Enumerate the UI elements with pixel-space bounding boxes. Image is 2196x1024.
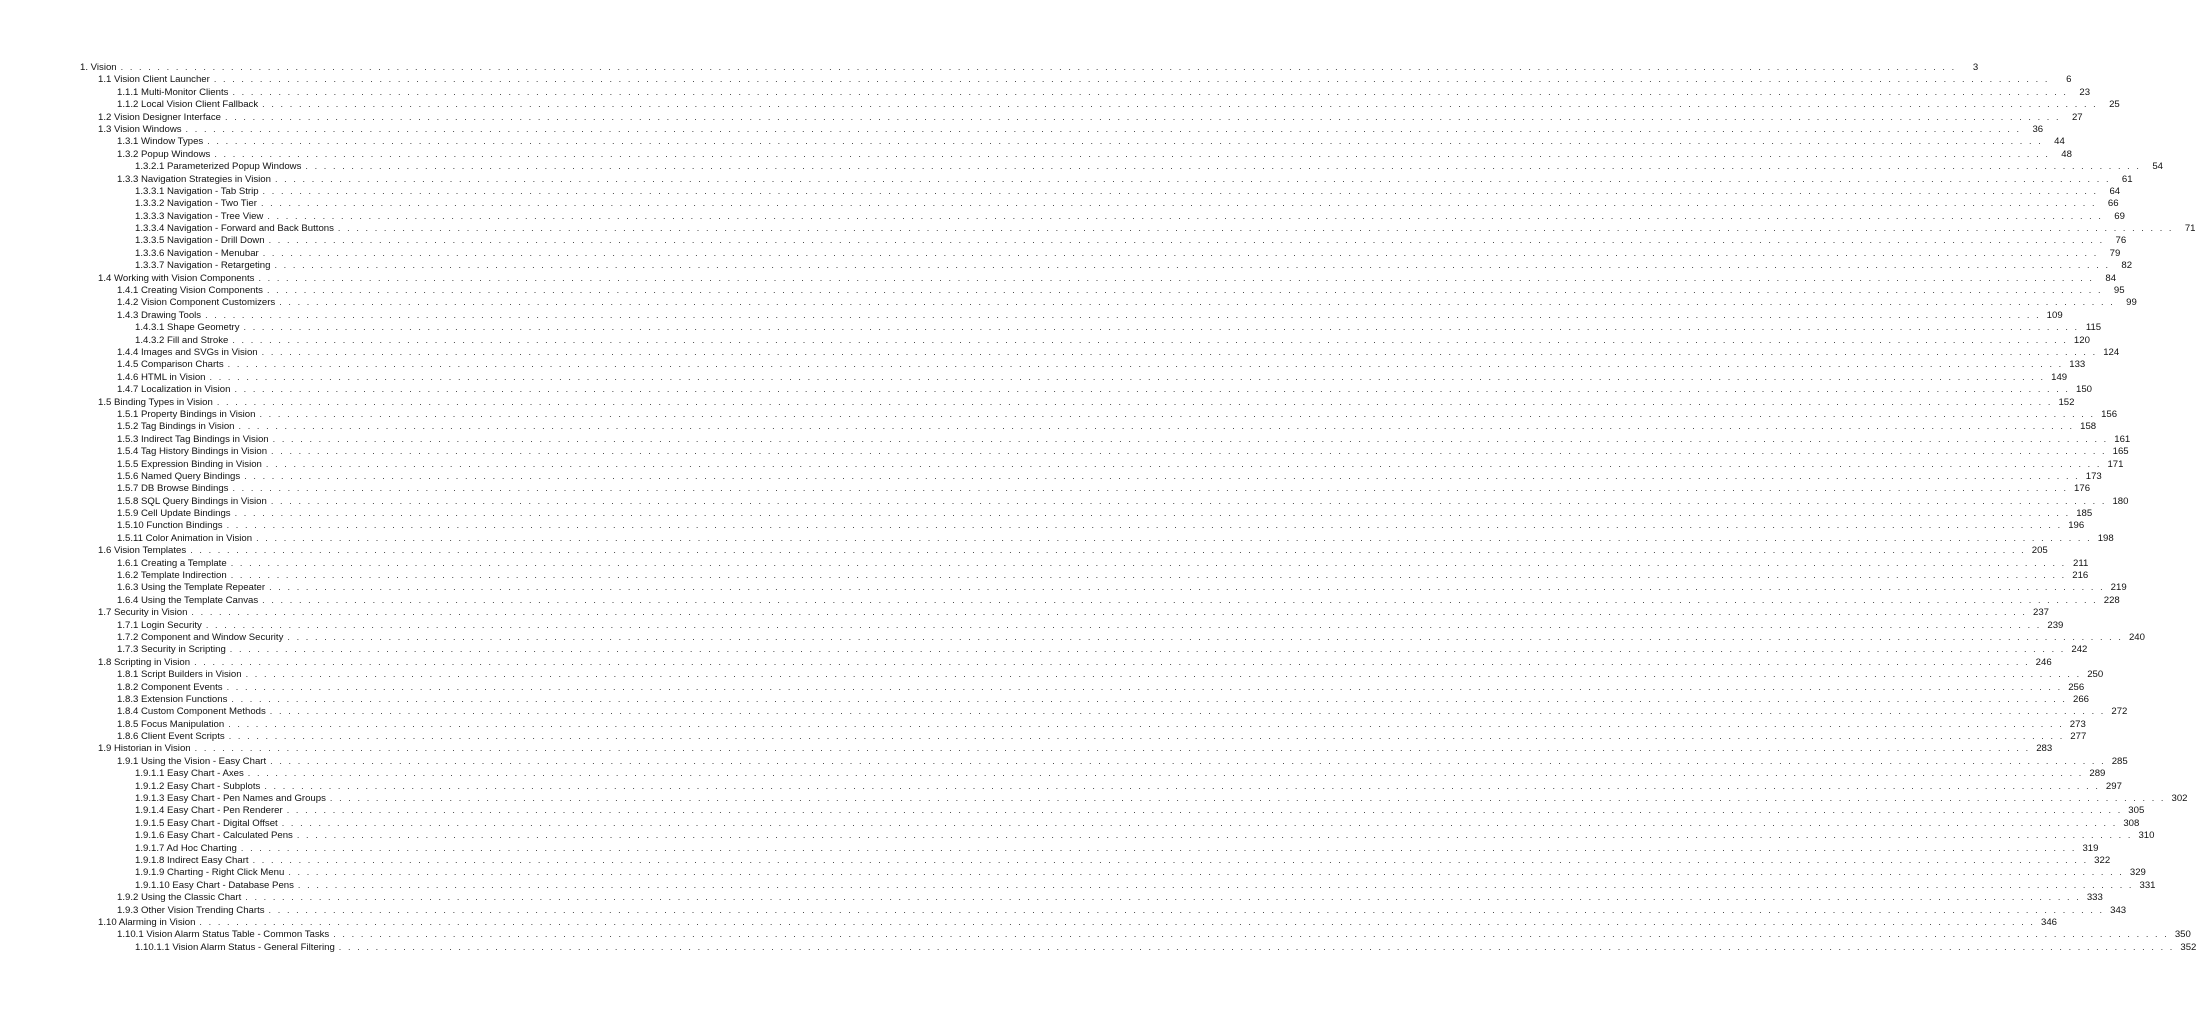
- toc-entry-title[interactable]: 1.7.3 Security in Scripting: [117, 644, 226, 656]
- toc-entry[interactable]: [80, 854, 2111, 866]
- toc-entry-title[interactable]: 1.3.2.1 Parameterized Popup Windows: [135, 161, 302, 173]
- toc-entry-title[interactable]: 1.9.1.9 Charting - Right Click Menu: [135, 867, 285, 879]
- dot-leader: . . . . . . . . . . . . . . . . . . . . . . . . . . . . . . . . . . . . . . . . . . . . . . . . . . . . . . . . . . . . . . . . . . . . . . . . . . . . . . . . . . . . . . . . . . . . . . . . . . . . . . . . . . . . . . . . . . . . . . . . . . . . . . . . . . . . . . . . . . . . . . . . . . . . . . . . . . . . . . . . . . . . . . . . . . . . . . . . . . . . . . . . . . . . . . . . . . . . . . . .: [337, 223, 2174, 234]
- dot-leader: . . . . . . . . . . . . . . . . . . . . . . . . . . . . . . . . . . . . . . . . . . . . . . . . . . . . . . . . . . . . . . . . . . . . . . . . . . . . . . . . . . . . . . . . . . . . . . . . . . . . . . . . . . . . . . . . . . . . . . . . . . . . . . . . . . . . . . . . . . . . . . . . . . . . . . . . . . . . . . . . . . . . . . . . . . . . . . . . . . . . . . . . . . . . . . . . . . . . . . . .: [230, 570, 2067, 581]
- toc-entry[interactable]: [80, 643, 2088, 656]
- toc-entry-page-number: 329: [2129, 867, 2146, 879]
- toc-entry[interactable]: [80, 767, 2106, 780]
- toc-entry[interactable]: [80, 135, 2065, 148]
- toc-entry-title[interactable]: 1.5.8 SQL Query Bindings in Vision: [117, 495, 267, 507]
- toc-entry-page-number: 285: [2111, 755, 2128, 767]
- toc-entry-title[interactable]: 1.5.4 Tag History Bindings in Vision: [117, 446, 268, 458]
- toc-entry-title[interactable]: 1.5.3 Indirect Tag Bindings in Vision: [117, 433, 269, 445]
- toc-entry-title[interactable]: 1.3.3.3 Navigation - Tree View: [135, 210, 264, 222]
- toc-entry-title[interactable]: 1. Vision: [80, 62, 117, 73]
- toc-entry-title[interactable]: 1.3.3.7 Navigation - Retargeting: [135, 260, 271, 272]
- toc-entry-page-number: 289: [2089, 768, 2106, 780]
- toc-entry-page-number: 161: [2114, 433, 2131, 445]
- toc-entry-title[interactable]: 1.4.3.1 Shape Geometry: [135, 322, 240, 334]
- toc-entry-title[interactable]: 1.2 Vision Designer Interface: [98, 111, 222, 123]
- toc-entry[interactable]: [80, 148, 2072, 160]
- dot-leader: . . . . . . . . . . . . . . . . . . . . . . . . . . . . . . . . . . . . . . . . . . . . . . . . . . . . . . . . . . . . . . . . . . . . . . . . . . . . . . . . . . . . . . . . . . . . . . . . . . . . . . . . . . . . . . . . . . . . . . . . . . . . . . . . . . . . . . . . . . . . . . . . . . . . . . . . . . . . . . . . . . . . . . . . . . . . . . . . . . . . . . . . . . . . . . . . . . . . . . . .: [199, 916, 2036, 927]
- toc-entry[interactable]: [80, 693, 2089, 705]
- toc-entry-title[interactable]: 1.5.1 Property Bindings in Vision: [117, 408, 256, 420]
- dot-leader: . . . . . . . . . . . . . . . . . . . . . . . . . . . . . . . . . . . . . . . . . . . . . . . . . . . . . . . . . . . . . . . . . . . . . . . . . . . . . . . . . . . . . . . . . . . . . . . . . . . . . . . . . . . . . . . . . . . . . . . . . . . . . . . . . . . . . . . . . . . . . . . . . . . . . . . . . . . . . . . . . . . . . . . . . . . . . . . . . . . . . . . . . . . . . . . . . . . . . . . .: [232, 86, 2069, 97]
- toc-entry-page-number: 185: [2076, 508, 2093, 520]
- toc-entry[interactable]: [80, 247, 2121, 259]
- toc-entry-page-number: 27: [2071, 111, 2083, 123]
- toc-entry-title[interactable]: 1.3.3.6 Navigation - Menubar: [135, 247, 259, 259]
- toc-entry-page-number: 176: [2074, 483, 2091, 495]
- dot-leader: . . . . . . . . . . . . . . . . . . . . . . . . . . . . . . . . . . . . . . . . . . . . . . . . . . . . . . . . . . . . . . . . . . . . . . . . . . . . . . . . . . . . . . . . . . . . . . . . . . . . . . . . . . . . . . . . . . . . . . . . . . . . . . . . . . . . . . . . . . . . . . . . . . . . . . . . . . . . . . . . . . . . . . . . . . . . . . . . . . . . . . . . . . . . . . . . . . . . . . . .: [194, 656, 2030, 667]
- toc-entry-page-number: 36: [2032, 123, 2044, 135]
- toc-entry[interactable]: [80, 296, 2137, 309]
- toc-entry[interactable]: [80, 334, 2090, 346]
- toc-entry-page-number: 76: [2115, 235, 2127, 247]
- toc-entry[interactable]: [80, 742, 2053, 755]
- toc-entry-title[interactable]: 1.5.2 Tag Bindings in Vision: [117, 421, 235, 433]
- toc-entry[interactable]: [80, 470, 2102, 482]
- toc-entry-title[interactable]: 1.4.6 HTML in Vision: [117, 371, 206, 383]
- dot-leader: . . . . . . . . . . . . . . . . . . . . . . . . . . . . . . . . . . . . . . . . . . . . . . . . . . . . . . . . . . . . . . . . . . . . . . . . . . . . . . . . . . . . . . . . . . . . . . . . . . . . . . . . . . . . . . . . . . . . . . . . . . . . . . . . . . . . . . . . . . . . . . . . . . . . . . . . . . . . . . . . . . . . . . . . . . . . . . . . . . . . . . . . . . . . . . . . . . . . . . . .: [228, 718, 2064, 729]
- toc-entry[interactable]: [80, 408, 2118, 420]
- toc-entry-title[interactable]: 1.4.3.2 Fill and Stroke: [135, 334, 229, 346]
- toc-entry-page-number: 272: [2111, 706, 2128, 718]
- toc-entry-page-number: 331: [2139, 879, 2156, 891]
- dot-leader: . . . . . . . . . . . . . . . . . . . . . . . . . . . . . . . . . . . . . . . . . . . . . . . . . . . . . . . . . . . . . . . . . . . . . . . . . . . . . . . . . . . . . . . . . . . . . . . . . . . . . . . . . . . . . . . . . . . . . . . . . . . . . . . . . . . . . . . . . . . . . . . . . . . . . . . . . . . . . . . . . . . . . . . . . . . . . . . . . . . . . . . . . . . . . . . . . . . . . . . .: [268, 904, 2105, 915]
- dot-leader: . . . . . . . . . . . . . . . . . . . . . . . . . . . . . . . . . . . . . . . . . . . . . . . . . . . . . . . . . . . . . . . . . . . . . . . . . . . . . . . . . . . . . . . . . . . . . . . . . . . . . . . . . . . . . . . . . . . . . . . . . . . . . . . . . . . . . . . . . . . . . . . . . . . . . . . . . . . . . . . . . . . . . . . . . . . . . . . . . . . . . . . . . . . . . . . . . . . . . . . .: [266, 285, 2103, 296]
- toc-entry-title[interactable]: 1.6.1 Creating a Template: [117, 557, 227, 569]
- dot-leader: . . . . . . . . . . . . . . . . . . . . . . . . . . . . . . . . . . . . . . . . . . . . . . . . . . . . . . . . . . . . . . . . . . . . . . . . . . . . . . . . . . . . . . . . . . . . . . . . . . . . . . . . . . . . . . . . . . . . . . . . . . . . . . . . . . . . . . . . . . . . . . . . . . . . . . . . . . . . . . . . . . . . . . . . . . . . . . . . . . . . . . . . . . . . . . . . . . . . . . . .: [232, 483, 2069, 494]
- toc-entry[interactable]: [80, 842, 2099, 854]
- toc-entry-page-number: 152: [2058, 396, 2075, 408]
- toc-entry-title[interactable]: 1.4.7 Localization in Vision: [117, 384, 231, 396]
- toc-entry-title[interactable]: 1.3.1 Window Types: [117, 136, 204, 148]
- toc-entry-page-number: 310: [2138, 830, 2155, 842]
- toc-entry-page-number: 246: [2035, 656, 2052, 668]
- toc-entry-title[interactable]: 1.9.1.5 Easy Chart - Digital Offset: [135, 817, 278, 829]
- toc-entry-title[interactable]: 1.10.1 Vision Alarm Status Table - Common Tasks: [117, 929, 330, 941]
- dot-leader: . . . . . . . . . . . . . . . . . . . . . . . . . . . . . . . . . . . . . . . . . . . . . . . . . . . . . . . . . . . . . . . . . . . . . . . . . . . . . . . . . . . . . . . . . . . . . . . . . . . . . . . . . . . . . . . . . . . . . . . . . . . . . . . . . . . . . . . . . . . . . . . . . . . . . . . . . . . . . . . . . . . . . . . . . . . . . . . . . . . . . . . . . . . . . . . . . . . . . . . .: [264, 780, 2100, 791]
- dot-leader: . . . . . . . . . . . . . . . . . . . . . . . . . . . . . . . . . . . . . . . . . . . . . . . . . . . . . . . . . . . . . . . . . . . . . . . . . . . . . . . . . . . . . . . . . . . . . . . . . . . . . . . . . . . . . . . . . . . . . . . . . . . . . . . . . . . . . . . . . . . . . . . . . . . . . . . . . . . . . . . . . . . . . . . . . . . . . . . . . . . . . . . . . . . . . . . . . . . . . . . .: [214, 148, 2050, 159]
- toc-entry[interactable]: [80, 495, 2129, 507]
- toc-entry-page-number: 149: [2051, 371, 2068, 383]
- dot-leader: . . . . . . . . . . . . . . . . . . . . . . . . . . . . . . . . . . . . . . . . . . . . . . . . . . . . . . . . . . . . . . . . . . . . . . . . . . . . . . . . . . . . . . . . . . . . . . . . . . . . . . . . . . . . . . . . . . . . . . . . . . . . . . . . . . . . . . . . . . . . . . . . . . . . . . . . . . . . . . . . . . . . . . . . . . . . . . . . . . . . . . . . . . . . . . . . . . . . . . . .: [245, 669, 2082, 680]
- toc-entry-page-number: 71: [2184, 223, 2196, 235]
- toc-entry[interactable]: [80, 321, 2102, 334]
- dot-leader: . . . . . . . . . . . . . . . . . . . . . . . . . . . . . . . . . . . . . . . . . . . . . . . . . . . . . . . . . . . . . . . . . . . . . . . . . . . . . . . . . . . . . . . . . . . . . . . . . . . . . . . . . . . . . . . . . . . . . . . . . . . . . . . . . . . . . . . . . . . . . . . . . . . . . . . . . . . . . . . . . . . . . . . . . . . . . . . . . . . . . . . . . . . . . . . . . . . . . . . .: [232, 334, 2068, 345]
- toc-entry-page-number: 273: [2069, 718, 2086, 730]
- toc-entry-title[interactable]: 1.9.1.6 Easy Chart - Calculated Pens: [135, 830, 293, 842]
- toc-entry-title[interactable]: 1.5.6 Named Query Bindings: [117, 470, 241, 482]
- toc-entry[interactable]: [80, 705, 2128, 718]
- toc-entry-title[interactable]: 1.6.2 Template Indirection: [117, 570, 227, 582]
- dot-leader: . . . . . . . . . . . . . . . . . . . . . . . . . . . . . . . . . . . . . . . . . . . . . . . . . . . . . . . . . . . . . . . . . . . . . . . . . . . . . . . . . . . . . . . . . . . . . . . . . . . . . . . . . . . . . . . . . . . . . . . . . . . . . . . . . . . . . . . . . . . . . . . . . . . . . . . . . . . . . . . . . . . . . . . . . . . . . . . . . . . . . . . . . . . . . . . . . . . . . . . .: [194, 743, 2031, 754]
- dot-leader: . . . . . . . . . . . . . . . . . . . . . . . . . . . . . . . . . . . . . . . . . . . . . . . . . . . . . . . . . . . . . . . . . . . . . . . . . . . . . . . . . . . . . . . . . . . . . . . . . . . . . . . . . . . . . . . . . . . . . . . . . . . . . . . . . . . . . . . . . . . . . . . . . . . . . . . . . . . . . . . . . . . . . . . . . . . . . . . . . . . . . . . . . . . . . . . . . . . . . . . .: [230, 557, 2067, 568]
- toc-entry-title[interactable]: 1.6.4 Using the Template Canvas: [117, 594, 259, 606]
- dot-leader: . . . . . . . . . . . . . . . . . . . . . . . . . . . . . . . . . . . . . . . . . . . . . . . . . . . . . . . . . . . . . . . . . . . . . . . . . . . . . . . . . . . . . . . . . . . . . . . . . . . . . . . . . . . . . . . . . . . . . . . . . . . . . . . . . . . . . . . . . . . . . . . . . . . . . . . . . . . . . . . . . . . . . . . . . . . . . . . . . . . . . . . . . . . . . . . . . . . . . . . .: [297, 879, 2134, 890]
- toc-entry-page-number: 158: [2080, 421, 2097, 433]
- toc-entry[interactable]: [80, 581, 2127, 594]
- dot-leader: . . . . . . . . . . . . . . . . . . . . . . . . . . . . . . . . . . . . . . . . . . . . . . . . . . . . . . . . . . . . . . . . . . . . . . . . . . . . . . . . . . . . . . . . . . . . . . . . . . . . . . . . . . . . . . . . . . . . . . . . . . . . . . . . . . . . . . . . . . . . . . . . . . . . . . . . . . . . . . . . . . . . . . . . . . . . . . . . . . . . . . . . . . . . . . . . . . . . . . . .: [120, 62, 1957, 72]
- dot-leader: . . . . . . . . . . . . . . . . . . . . . . . . . . . . . . . . . . . . . . . . . . . . . . . . . . . . . . . . . . . . . . . . . . . . . . . . . . . . . . . . . . . . . . . . . . . . . . . . . . . . . . . . . . . . . . . . . . . . . . . . . . . . . . . . . . . . . . . . . . . . . . . . . . . . . . . . . . . . . . . . . . . . . . . . . . . . . . . . . . . . . . . . . . . . . . . . . . . . . . . .: [262, 594, 2098, 605]
- toc-entry[interactable]: [80, 668, 2104, 681]
- toc-entry[interactable]: [80, 210, 2125, 222]
- toc-entry[interactable]: [80, 458, 2124, 470]
- dot-leader: . . . . . . . . . . . . . . . . . . . . . . . . . . . . . . . . . . . . . . . . . . . . . . . . . . . . . . . . . . . . . . . . . . . . . . . . . . . . . . . . . . . . . . . . . . . . . . . . . . . . . . . . . . . . . . . . . . . . . . . . . . . . . . . . . . . . . . . . . . . . . . . . . . . . . . . . . . . . . . . . . . . . . . . . . . . . . . . . . . . . . . . . . . . . . . . . . . . . . . . .: [209, 371, 2046, 382]
- toc-entry[interactable]: [80, 61, 1979, 73]
- toc-entry-title[interactable]: 1.4.3 Drawing Tools: [117, 309, 202, 321]
- dot-leader: . . . . . . . . . . . . . . . . . . . . . . . . . . . . . . . . . . . . . . . . . . . . . . . . . . . . . . . . . . . . . . . . . . . . . . . . . . . . . . . . . . . . . . . . . . . . . . . . . . . . . . . . . . . . . . . . . . . . . . . . . . . . . . . . . . . . . . . . . . . . . . . . . . . . . . . . . . . . . . . . . . . . . . . . . . . . . . . . . . . . . . . . . . . . . . . . . . . . . . . .: [185, 123, 2022, 134]
- toc-entry-page-number: 150: [2076, 384, 2093, 396]
- toc-entry-page-number: 242: [2071, 644, 2088, 656]
- dot-leader: . . . . . . . . . . . . . . . . . . . . . . . . . . . . . . . . . . . . . . . . . . . . . . . . . . . . . . . . . . . . . . . . . . . . . . . . . . . . . . . . . . . . . . . . . . . . . . . . . . . . . . . . . . . . . . . . . . . . . . . . . . . . . . . . . . . . . . . . . . . . . . . . . . . . . . . . . . . . . . . . . . . . . . . . . . . . . . . . . . . . . . . . . . . . . . . . . . . . . . . .: [227, 359, 2064, 370]
- toc-entry-page-number: 266: [2072, 693, 2089, 705]
- toc-entry-title[interactable]: 1.1.1 Multi-Monitor Clients: [117, 86, 229, 98]
- dot-leader: . . . . . . . . . . . . . . . . . . . . . . . . . . . . . . . . . . . . . . . . . . . . . . . . . . . . . . . . . . . . . . . . . . . . . . . . . . . . . . . . . . . . . . . . . . . . . . . . . . . . . . . . . . . . . . . . . . . . . . . . . . . . . . . . . . . . . . . . . . . . . . . . . . . . . . . . . . . . . . . . . . . . . . . . . . . . . . . . . . . . . . . . . . . . . . . . . . . . . . . .: [205, 309, 2041, 320]
- toc-entry[interactable]: [80, 284, 2125, 297]
- toc-entry-page-number: 305: [2128, 805, 2145, 817]
- toc-entry[interactable]: [80, 755, 2128, 767]
- dot-leader: . . . . . . . . . . . . . . . . . . . . . . . . . . . . . . . . . . . . . . . . . . . . . . . . . . . . . . . . . . . . . . . . . . . . . . . . . . . . . . . . . . . . . . . . . . . . . . . . . . . . . . . . . . . . . . . . . . . . . . . . . . . . . . . . . . . . . . . . . . . . . . . . . . . . . . . . . . . . . . . . . . . . . . . . . . . . . . . . . . . . . . . . . . . . . . . . . . . . . . . .: [243, 322, 2080, 333]
- toc-entry-title[interactable]: 1.9.1.8 Indirect Easy Chart: [135, 855, 249, 866]
- toc-entry[interactable]: [80, 557, 2089, 569]
- toc-entry-title[interactable]: 1.8.3 Extension Functions: [117, 693, 228, 705]
- toc-entry-page-number: 120: [2073, 334, 2090, 346]
- toc-entry-title[interactable]: 1.9.1.7 Ad Hoc Charting: [135, 842, 237, 854]
- dot-leader: . . . . . . . . . . . . . . . . . . . . . . . . . . . . . . . . . . . . . . . . . . . . . . . . . . . . . . . . . . . . . . . . . . . . . . . . . . . . . . . . . . . . . . . . . . . . . . . . . . . . . . . . . . . . . . . . . . . . . . . . . . . . . . . . . . . . . . . . . . . . . . . . . . . . . . . . . . . . . . . . . . . . . . . . . . . . . . . . . . . . . . . . . . . . . . . . . . . . . . . .: [226, 520, 2063, 531]
- toc-entry-page-number: 333: [2086, 892, 2103, 904]
- dot-leader: . . . . . . . . . . . . . . . . . . . . . . . . . . . . . . . . . . . . . . . . . . . . . . . . . . . . . . . . . . . . . . . . . . . . . . . . . . . . . . . . . . . . . . . . . . . . . . . . . . . . . . . . . . . . . . . . . . . . . . . . . . . . . . . . . . . . . . . . . . . . . . . . . . . . . . . . . . . . . . . . . . . . . . . . . . . . . . . . . . . . . . . . . . . . . . . . . . . . . . . .: [286, 805, 2123, 816]
- dot-leader: . . . . . . . . . . . . . . . . . . . . . . . . . . . . . . . . . . . . . . . . . . . . . . . . . . . . . . . . . . . . . . . . . . . . . . . . . . . . . . . . . . . . . . . . . . . . . . . . . . . . . . . . . . . . . . . . . . . . . . . . . . . . . . . . . . . . . . . . . . . . . . . . . . . . . . . . . . . . . . . . . . . . . . . . . . . . . . . . . . . . . . . . . . . . . . . . . . . . . . . .: [272, 433, 2109, 444]
- dot-leader: . . . . . . . . . . . . . . . . . . . . . . . . . . . . . . . . . . . . . . . . . . . . . . . . . . . . . . . . . . . . . . . . . . . . . . . . . . . . . . . . . . . . . . . . . . . . . . . . . . . . . . . . . . . . . . . . . . . . . . . . . . . . . . . . . . . . . . . . . . . . . . . . . . . . . . . . . . . . . . . . . . . . . . . . . . . . . . . . . . . . . . . . . . . . . . . . . . . . . . . .: [191, 607, 2028, 618]
- toc-entry-page-number: 346: [2041, 916, 2058, 928]
- toc-entry[interactable]: [80, 619, 2064, 631]
- toc-entry-title[interactable]: 1.9.1.1 Easy Chart - Axes: [135, 768, 244, 780]
- toc-entry[interactable]: [80, 544, 2048, 557]
- toc-entry-page-number: 219: [2110, 582, 2127, 594]
- dot-leader: . . . . . . . . . . . . . . . . . . . . . . . . . . . . . . . . . . . . . . . . . . . . . . . . . . . . . . . . . . . . . . . . . . . . . . . . . . . . . . . . . . . . . . . . . . . . . . . . . . . . . . . . . . . . . . . . . . . . . . . . . . . . . . . . . . . . . . . . . . . . . . . . . . . . . . . . . . . . . . . . . . . . . . . . . . . . . . . . . . . . . . . . . . . . . . . . . . . . . . . .: [238, 421, 2075, 432]
- toc-entry-title[interactable]: 1.3.3 Navigation Strategies in Vision: [117, 173, 271, 185]
- toc-entry[interactable]: [80, 73, 2072, 86]
- toc-entry-page-number: 322: [2094, 855, 2111, 866]
- toc-entry[interactable]: [80, 123, 2044, 135]
- toc-entry[interactable]: [80, 904, 2127, 916]
- toc-entry[interactable]: [80, 730, 2087, 743]
- toc-entry-title[interactable]: 1.8 Scripting in Vision: [98, 656, 191, 668]
- dot-leader: . . . . . . . . . . . . . . . . . . . . . . . . . . . . . . . . . . . . . . . . . . . . . . . . . . . . . . . . . . . . . . . . . . . . . . . . . . . . . . . . . . . . . . . . . . . . . . . . . . . . . . . . . . . . . . . . . . . . . . . . . . . . . . . . . . . . . . . . . . . . . . . . . . . . . . . . . . . . . . . . . . . . . . . . . . . . . . . . . . . . . . . . . . . . . . . . . . . . . . . .: [228, 731, 2065, 742]
- toc-entry[interactable]: [80, 259, 2133, 272]
- dot-leader: . . . . . . . . . . . . . . . . . . . . . . . . . . . . . . . . . . . . . . . . . . . . . . . . . . . . . . . . . . . . . . . . . . . . . . . . . . . . . . . . . . . . . . . . . . . . . . . . . . . . . . . . . . . . . . . . . . . . . . . . . . . . . . . . . . . . . . . . . . . . . . . . . . . . . . . . . . . . . . . . . . . . . . . . . . . . . . . . . . . . . . . . . . . . . . . . . . . . . . . .: [240, 842, 2077, 853]
- toc-entry-title[interactable]: 1.8.5 Focus Manipulation: [117, 718, 225, 730]
- dot-leader: . . . . . . . . . . . . . . . . . . . . . . . . . . . . . . . . . . . . . . . . . . . . . . . . . . . . . . . . . . . . . . . . . . . . . . . . . . . . . . . . . . . . . . . . . . . . . . . . . . . . . . . . . . . . . . . . . . . . . . . . . . . . . . . . . . . . . . . . . . . . . . . . . . . . . . . . . . . . . . . . . . . . . . . . . . . . . . . . . . . . . . . . . . . . . . . . . . . . . . . .: [244, 470, 2080, 481]
- toc-entry-page-number: 54: [2152, 161, 2163, 173]
- dot-leader: . . . . . . . . . . . . . . . . . . . . . . . . . . . . . . . . . . . . . . . . . . . . . . . . . . . . . . . . . . . . . . . . . . . . . . . . . . . . . . . . . . . . . . . . . . . . . . . . . . . . . . . . . . . . . . . . . . . . . . . . . . . . . . . . . . . . . . . . . . . . . . . . . . . . . . . . . . . . . . . . . . . . . . . . . . . . . . . . . . . . . . . . . . . . . . . . . . . . . . . .: [245, 892, 2081, 903]
- toc-entry-page-number: 237: [2033, 607, 2050, 619]
- dot-leader: . . . . . . . . . . . . . . . . . . . . . . . . . . . . . . . . . . . . . . . . . . . . . . . . . . . . . . . . . . . . . . . . . . . . . . . . . . . . . . . . . . . . . . . . . . . . . . . . . . . . . . . . . . . . . . . . . . . . . . . . . . . . . . . . . . . . . . . . . . . . . . . . . . . . . . . . . . . . . . . . . . . . . . . . . . . . . . . . . . . . . . . . . . . . . . . . . . . . . . . .: [226, 681, 2063, 692]
- toc-entry-page-number: 250: [2087, 669, 2104, 681]
- toc-entry[interactable]: [80, 420, 2097, 433]
- toc-entry-page-number: 239: [2047, 619, 2064, 631]
- dot-leader: . . . . . . . . . . . . . . . . . . . . . . . . . . . . . . . . . . . . . . . . . . . . . . . . . . . . . . . . . . . . . . . . . . . . . . . . . . . . . . . . . . . . . . . . . . . . . . . . . . . . . . . . . . . . . . . . . . . . . . . . . . . . . . . . . . . . . . . . . . . . . . . . . . . . . . . . . . . . . . . . . . . . . . . . . . . . . . . . . . . . . . . . . . . . . . . . . . . . . . . .: [338, 941, 2175, 952]
- dot-leader: . . . . . . . . . . . . . . . . . . . . . . . . . . . . . . . . . . . . . . . . . . . . . . . . . . . . . . . . . . . . . . . . . . . . . . . . . . . . . . . . . . . . . . . . . . . . . . . . . . . . . . . . . . . . . . . . . . . . . . . . . . . . . . . . . . . . . . . . . . . . . . . . . . . . . . . . . . . . . . . . . . . . . . . . . . . . . . . . . . . . . . . . . . . . . . . . . . . . . . . .: [333, 929, 2169, 940]
- toc-entry[interactable]: [80, 197, 2119, 210]
- toc-entry-page-number: 297: [2105, 780, 2122, 792]
- toc-entry[interactable]: [80, 86, 2091, 98]
- toc-entry-page-number: 165: [2112, 446, 2129, 458]
- toc-entry-title[interactable]: 1.3.3.1 Navigation - Tab Strip: [135, 185, 259, 197]
- toc-entry-page-number: 25: [2109, 99, 2120, 111]
- toc-entry[interactable]: [80, 346, 2120, 358]
- toc-entry-title[interactable]: 1.9.1.2 Easy Chart - Subplots: [135, 780, 261, 792]
- dot-leader: . . . . . . . . . . . . . . . . . . . . . . . . . . . . . . . . . . . . . . . . . . . . . . . . . . . . . . . . . . . . . . . . . . . . . . . . . . . . . . . . . . . . . . . . . . . . . . . . . . . . . . . . . . . . . . . . . . . . . . . . . . . . . . . . . . . . . . . . . . . . . . . . . . . . . . . . . . . . . . . . . . . . . . . . . . . . . . . . . . . . . . . . . . . . . . . . . . . . . . . .: [305, 161, 2141, 172]
- toc-entry-title[interactable]: 1.9.1.4 Easy Chart - Pen Renderer: [135, 805, 283, 817]
- toc-entry-page-number: 228: [2103, 594, 2120, 606]
- toc-entry-page-number: 216: [2072, 570, 2089, 582]
- dot-leader: . . . . . . . . . . . . . . . . . . . . . . . . . . . . . . . . . . . . . . . . . . . . . . . . . . . . . . . . . . . . . . . . . . . . . . . . . . . . . . . . . . . . . . . . . . . . . . . . . . . . . . . . . . . . . . . . . . . . . . . . . . . . . . . . . . . . . . . . . . . . . . . . . . . . . . . . . . . . . . . . . . . . . . . . . . . . . . . . . . . . . . . . . . . . . . . . . . . . . . . .: [270, 495, 2107, 506]
- toc-entry-title[interactable]: 1.4.4 Images and SVGs in Vision: [117, 346, 258, 358]
- toc-entry-title[interactable]: 1.9.1 Using the Vision - Easy Chart: [117, 755, 267, 767]
- dot-leader: . . . . . . . . . . . . . . . . . . . . . . . . . . . . . . . . . . . . . . . . . . . . . . . . . . . . . . . . . . . . . . . . . . . . . . . . . . . . . . . . . . . . . . . . . . . . . . . . . . . . . . . . . . . . . . . . . . . . . . . . . . . . . . . . . . . . . . . . . . . . . . . . . . . . . . . . . . . . . . . . . . . . . . . . . . . . . . . . . . . . . . . . . . . . . . . . . . . . . . . .: [274, 260, 2111, 271]
- toc-entry-page-number: 109: [2046, 309, 2063, 321]
- toc-entry-page-number: 61: [2121, 173, 2133, 185]
- toc-entry-title[interactable]: 1.8.6 Client Event Scripts: [117, 731, 225, 743]
- toc-entry[interactable]: [80, 804, 2145, 817]
- toc-entry-title[interactable]: 1.7.2 Component and Window Security: [117, 631, 284, 643]
- dot-leader: . . . . . . . . . . . . . . . . . . . . . . . . . . . . . . . . . . . . . . . . . . . . . . . . . . . . . . . . . . . . . . . . . . . . . . . . . . . . . . . . . . . . . . . . . . . . . . . . . . . . . . . . . . . . . . . . . . . . . . . . . . . . . . . . . . . . . . . . . . . . . . . . . . . . . . . . . . . . . . . . . . . . . . . . . . . . . . . . . . . . . . . . . . . . . . . . . . . . . . . .: [262, 185, 2099, 196]
- toc-entry-title[interactable]: 1.9.2 Using the Classic Chart: [117, 892, 242, 904]
- toc-entry[interactable]: [80, 916, 2058, 928]
- toc-entry-title[interactable]: 1.9 Historian in Vision: [98, 743, 191, 755]
- toc-entry-page-number: 3: [1972, 62, 1979, 73]
- toc-entry-page-number: 211: [2072, 557, 2089, 569]
- toc-entry[interactable]: [80, 681, 2085, 693]
- toc-entry[interactable]: [80, 185, 2121, 197]
- toc-entry[interactable]: [80, 631, 2145, 643]
- toc-entry-title[interactable]: 1.1.2 Local Vision Client Fallback: [117, 99, 259, 111]
- toc-entry[interactable]: [80, 358, 2086, 371]
- toc-entry-title[interactable]: 1.6.3 Using the Template Repeater: [117, 582, 266, 594]
- toc-entry-page-number: 66: [2107, 198, 2119, 210]
- toc-entry-page-number: 205: [2031, 545, 2048, 557]
- toc-entry[interactable]: [80, 879, 2156, 891]
- toc-entry[interactable]: [80, 383, 2093, 396]
- dot-leader: . . . . . . . . . . . . . . . . . . . . . . . . . . . . . . . . . . . . . . . . . . . . . . . . . . . . . . . . . . . . . . . . . . . . . . . . . . . . . . . . . . . . . . . . . . . . . . . . . . . . . . . . . . . . . . . . . . . . . . . . . . . . . . . . . . . . . . . . . . . . . . . . . . . . . . . . . . . . . . . . . . . . . . . . . . . . . . . . . . . . . . . . . . . . . . . . . . . . . . . .: [270, 755, 2106, 766]
- dot-leader: . . . . . . . . . . . . . . . . . . . . . . . . . . . . . . . . . . . . . . . . . . . . . . . . . . . . . . . . . . . . . . . . . . . . . . . . . . . . . . . . . . . . . . . . . . . . . . . . . . . . . . . . . . . . . . . . . . . . . . . . . . . . . . . . . . . . . . . . . . . . . . . . . . . . . . . . . . . . . . . . . . . . . . . . . . . . . . . . . . . . . . . . . . . . . . . . . . . . . . . .: [279, 297, 2115, 308]
- toc-entry-page-number: 64: [2109, 185, 2121, 197]
- toc-entry[interactable]: [80, 371, 2068, 383]
- table-of-contents: [80, 61, 2196, 953]
- toc-entry[interactable]: [80, 780, 2122, 792]
- toc-entry-title[interactable]: 1.5.11 Color Animation in Vision: [117, 532, 253, 544]
- toc-entry-page-number: 99: [2126, 297, 2137, 309]
- dot-leader: . . . . . . . . . . . . . . . . . . . . . . . . . . . . . . . . . . . . . . . . . . . . . . . . . . . . . . . . . . . . . . . . . . . . . . . . . . . . . . . . . . . . . . . . . . . . . . . . . . . . . . . . . . . . . . . . . . . . . . . . . . . . . . . . . . . . . . . . . . . . . . . . . . . . . . . . . . . . . . . . . . . . . . . . . . . . . . . . . . . . . . . . . . . . . . . . . . . . . . . .: [225, 111, 2061, 122]
- toc-entry[interactable]: [80, 792, 2188, 805]
- toc-entry-title[interactable]: 1.3 Vision Windows: [98, 123, 182, 135]
- toc-entry-page-number: 256: [2068, 681, 2085, 693]
- toc-entry[interactable]: [80, 569, 2089, 582]
- dot-leader: . . . . . . . . . . . . . . . . . . . . . . . . . . . . . . . . . . . . . . . . . . . . . . . . . . . . . . . . . . . . . . . . . . . . . . . . . . . . . . . . . . . . . . . . . . . . . . . . . . . . . . . . . . . . . . . . . . . . . . . . . . . . . . . . . . . . . . . . . . . . . . . . . . . . . . . . . . . . . . . . . . . . . . . . . . . . . . . . . . . . . . . . . . . . . . . . . . . . . . . .: [234, 384, 2071, 395]
- toc-entry-page-number: 319: [2082, 842, 2099, 854]
- toc-entry-title[interactable]: 1.4 Working with Vision Components: [98, 272, 255, 284]
- toc-entry-title[interactable]: 1.5 Binding Types in Vision: [98, 396, 213, 408]
- toc-entry-title[interactable]: 1.5.7 DB Browse Bindings: [117, 483, 229, 495]
- dot-leader: . . . . . . . . . . . . . . . . . . . . . . . . . . . . . . . . . . . . . . . . . . . . . . . . . . . . . . . . . . . . . . . . . . . . . . . . . . . . . . . . . . . . . . . . . . . . . . . . . . . . . . . . . . . . . . . . . . . . . . . . . . . . . . . . . . . . . . . . . . . . . . . . . . . . . . . . . . . . . . . . . . . . . . . . . . . . . . . . . . . . . . . . . . . . . . . . . . . . . . . .: [287, 631, 2123, 642]
- toc-entry[interactable]: [80, 532, 2114, 544]
- toc-entry-title[interactable]: 1.3.3.2 Navigation - Two Tier: [135, 198, 257, 210]
- toc-entry[interactable]: [80, 594, 2120, 606]
- toc-entry-page-number: 6: [2066, 74, 2072, 86]
- dot-leader: . . . . . . . . . . . . . . . . . . . . . . . . . . . . . . . . . . . . . . . . . . . . . . . . . . . . . . . . . . . . . . . . . . . . . . . . . . . . . . . . . . . . . . . . . . . . . . . . . . . . . . . . . . . . . . . . . . . . . . . . . . . . . . . . . . . . . . . . . . . . . . . . . . . . . . . . . . . . . . . . . . . . . . . . . . . . . . . . . . . . . . . . . . . . . . . . . . . . . . . .: [207, 136, 2043, 147]
- dot-leader: . . . . . . . . . . . . . . . . . . . . . . . . . . . . . . . . . . . . . . . . . . . . . . . . . . . . . . . . . . . . . . . . . . . . . . . . . . . . . . . . . . . . . . . . . . . . . . . . . . . . . . . . . . . . . . . . . . . . . . . . . . . . . . . . . . . . . . . . . . . . . . . . . . . . . . . . . . . . . . . . . . . . . . . . . . . . . . . . . . . . . . . . . . . . . . . . . . . . . . . .: [269, 706, 2106, 717]
- toc-entry-title[interactable]: 1.10 Alarming in Vision: [98, 916, 196, 928]
- toc-entry-page-number: 171: [2107, 458, 2124, 470]
- dot-leader: . . . . . . . . . . . . . . . . . . . . . . . . . . . . . . . . . . . . . . . . . . . . . . . . . . . . . . . . . . . . . . . . . . . . . . . . . . . . . . . . . . . . . . . . . . . . . . . . . . . . . . . . . . . . . . . . . . . . . . . . . . . . . . . . . . . . . . . . . . . . . . . . . . . . . . . . . . . . . . . . . . . . . . . . . . . . . . . . . . . . . . . . . . . . . . . . . . . . . . . .: [231, 693, 2067, 704]
- toc-entry-page-number: 95: [2113, 285, 2125, 297]
- dot-leader: . . . . . . . . . . . . . . . . . . . . . . . . . . . . . . . . . . . . . . . . . . . . . . . . . . . . . . . . . . . . . . . . . . . . . . . . . . . . . . . . . . . . . . . . . . . . . . . . . . . . . . . . . . . . . . . . . . . . . . . . . . . . . . . . . . . . . . . . . . . . . . . . . . . . . . . . . . . . . . . . . . . . . . . . . . . . . . . . . . . . . . . . . . . . . . . . . . . . . . . .: [267, 210, 2103, 221]
- toc-entry-title[interactable]: 1.5.9 Cell Update Bindings: [117, 508, 231, 520]
- toc-entry-page-number: 350: [2174, 929, 2191, 941]
- dot-leader: . . . . . . . . . . . . . . . . . . . . . . . . . . . . . . . . . . . . . . . . . . . . . . . . . . . . . . . . . . . . . . . . . . . . . . . . . . . . . . . . . . . . . . . . . . . . . . . . . . . . . . . . . . . . . . . . . . . . . . . . . . . . . . . . . . . . . . . . . . . . . . . . . . . . . . . . . . . . . . . . . . . . . . . . . . . . . . . . . . . . . . . . . . . . . . . . . . . . . . . .: [216, 396, 2053, 407]
- toc-entry[interactable]: [80, 829, 2155, 842]
- dot-leader: . . . . . . . . . . . . . . . . . . . . . . . . . . . . . . . . . . . . . . . . . . . . . . . . . . . . . . . . . . . . . . . . . . . . . . . . . . . . . . . . . . . . . . . . . . . . . . . . . . . . . . . . . . . . . . . . . . . . . . . . . . . . . . . . . . . . . . . . . . . . . . . . . . . . . . . . . . . . . . . . . . . . . . . . . . . . . . . . . . . . . . . . . . . . . . . . . . . . . . . .: [247, 768, 2084, 779]
- dot-leader: . . . . . . . . . . . . . . . . . . . . . . . . . . . . . . . . . . . . . . . . . . . . . . . . . . . . . . . . . . . . . . . . . . . . . . . . . . . . . . . . . . . . . . . . . . . . . . . . . . . . . . . . . . . . . . . . . . . . . . . . . . . . . . . . . . . . . . . . . . . . . . . . . . . . . . . . . . . . . . . . . . . . . . . . . . . . . . . . . . . . . . . . . . . . . . . . . . . . . . . .: [329, 793, 2166, 804]
- dot-leader: . . . . . . . . . . . . . . . . . . . . . . . . . . . . . . . . . . . . . . . . . . . . . . . . . . . . . . . . . . . . . . . . . . . . . . . . . . . . . . . . . . . . . . . . . . . . . . . . . . . . . . . . . . . . . . . . . . . . . . . . . . . . . . . . . . . . . . . . . . . . . . . . . . . . . . . . . . . . . . . . . . . . . . . . . . . . . . . . . . . . . . . . . . . . . . . . . . . . . . . .: [261, 346, 2098, 357]
- toc-entry[interactable]: [80, 656, 2052, 668]
- toc-entry-title[interactable]: 1.3.2 Popup Windows: [117, 148, 211, 160]
- toc-entry[interactable]: [80, 519, 2085, 532]
- toc-entry-page-number: 115: [2085, 322, 2102, 334]
- toc-entry[interactable]: [80, 433, 2131, 445]
- toc-entry[interactable]: [80, 482, 2091, 495]
- dot-leader: . . . . . . . . . . . . . . . . . . . . . . . . . . . . . . . . . . . . . . . . . . . . . . . . . . . . . . . . . . . . . . . . . . . . . . . . . . . . . . . . . . . . . . . . . . . . . . . . . . . . . . . . . . . . . . . . . . . . . . . . . . . . . . . . . . . . . . . . . . . . . . . . . . . . . . . . . . . . . . . . . . . . . . . . . . . . . . . . . . . . . . . . . . . . . . . . . . . . . . . .: [268, 235, 2105, 246]
- toc-entry-page-number: 124: [2103, 346, 2120, 358]
- dot-leader: . . . . . . . . . . . . . . . . . . . . . . . . . . . . . . . . . . . . . . . . . . . . . . . . . . . . . . . . . . . . . . . . . . . . . . . . . . . . . . . . . . . . . . . . . . . . . . . . . . . . . . . . . . . . . . . . . . . . . . . . . . . . . . . . . . . . . . . . . . . . . . . . . . . . . . . . . . . . . . . . . . . . . . . . . . . . . . . . . . . . . . . . . . . . . . . . . . . . . . . .: [229, 644, 2066, 655]
- toc-entry-page-number: 302: [2171, 793, 2188, 805]
- dot-leader: . . . . . . . . . . . . . . . . . . . . . . . . . . . . . . . . . . . . . . . . . . . . . . . . . . . . . . . . . . . . . . . . . . . . . . . . . . . . . . . . . . . . . . . . . . . . . . . . . . . . . . . . . . . . . . . . . . . . . . . . . . . . . . . . . . . . . . . . . . . . . . . . . . . . . . . . . . . . . . . . . . . . . . . . . . . . . . . . . . . . . . . . . . . . . . . . . . . . . . . .: [281, 817, 2118, 828]
- dot-leader: . . . . . . . . . . . . . . . . . . . . . . . . . . . . . . . . . . . . . . . . . . . . . . . . . . . . . . . . . . . . . . . . . . . . . . . . . . . . . . . . . . . . . . . . . . . . . . . . . . . . . . . . . . . . . . . . . . . . . . . . . . . . . . . . . . . . . . . . . . . . . . . . . . . . . . . . . . . . . . . . . . . . . . . . . . . . . . . . . . . . . . . . . . . . . . . . . . . . . . . .: [265, 458, 2102, 469]
- toc-entry-page-number: 277: [2070, 731, 2087, 743]
- toc-entry[interactable]: [80, 928, 2191, 941]
- toc-entry[interactable]: [80, 309, 2063, 321]
- dot-leader: . . . . . . . . . . . . . . . . . . . . . . . . . . . . . . . . . . . . . . . . . . . . . . . . . . . . . . . . . . . . . . . . . . . . . . . . . . . . . . . . . . . . . . . . . . . . . . . . . . . . . . . . . . . . . . . . . . . . . . . . . . . . . . . . . . . . . . . . . . . . . . . . . . . . . . . . . . . . . . . . . . . . . . . . . . . . . . . . . . . . . . . . . . . . . . . . . . . . . . . .: [260, 198, 2097, 209]
- toc-entry[interactable]: [80, 173, 2133, 185]
- toc-entry-title[interactable]: 1.1 Vision Client Launcher: [98, 74, 210, 86]
- toc-entry[interactable]: [80, 111, 2083, 123]
- dot-leader: . . . . . . . . . . . . . . . . . . . . . . . . . . . . . . . . . . . . . . . . . . . . . . . . . . . . . . . . . . . . . . . . . . . . . . . . . . . . . . . . . . . . . . . . . . . . . . . . . . . . . . . . . . . . . . . . . . . . . . . . . . . . . . . . . . . . . . . . . . . . . . . . . . . . . . . . . . . . . . . . . . . . . . . . . . . . . . . . . . . . . . . . . . . . . . . . . . . . . . . .: [190, 545, 2026, 556]
- dot-leader: . . . . . . . . . . . . . . . . . . . . . . . . . . . . . . . . . . . . . . . . . . . . . . . . . . . . . . . . . . . . . . . . . . . . . . . . . . . . . . . . . . . . . . . . . . . . . . . . . . . . . . . . . . . . . . . . . . . . . . . . . . . . . . . . . . . . . . . . . . . . . . . . . . . . . . . . . . . . . . . . . . . . . . . . . . . . . . . . . . . . . . . . . . . . . . . . . . . . . . . .: [296, 830, 2133, 841]
- dot-leader: . . . . . . . . . . . . . . . . . . . . . . . . . . . . . . . . . . . . . . . . . . . . . . . . . . . . . . . . . . . . . . . . . . . . . . . . . . . . . . . . . . . . . . . . . . . . . . . . . . . . . . . . . . . . . . . . . . . . . . . . . . . . . . . . . . . . . . . . . . . . . . . . . . . . . . . . . . . . . . . . . . . . . . . . . . . . . . . . . . . . . . . . . . . . . . . . . . . . . . . .: [269, 582, 2105, 593]
- toc-entry-page-number: 283: [2036, 743, 2053, 755]
- toc-entry[interactable]: [80, 234, 2127, 247]
- toc-entry[interactable]: [80, 507, 2093, 520]
- toc-entry-page-number: 173: [2085, 470, 2102, 482]
- toc-entry-page-number: 82: [2121, 260, 2133, 272]
- dot-leader: . . . . . . . . . . . . . . . . . . . . . . . . . . . . . . . . . . . . . . . . . . . . . . . . . . . . . . . . . . . . . . . . . . . . . . . . . . . . . . . . . . . . . . . . . . . . . . . . . . . . . . . . . . . . . . . . . . . . . . . . . . . . . . . . . . . . . . . . . . . . . . . . . . . . . . . . . . . . . . . . . . . . . . . . . . . . . . . . . . . . . . . . . . . . . . . . . . . . . . . .: [274, 173, 2111, 184]
- toc-entry-page-number: 156: [2101, 408, 2118, 420]
- toc-entry-title[interactable]: 1.5.5 Expression Binding in Vision: [117, 458, 262, 470]
- toc-entry-title[interactable]: 1.6 Vision Templates: [98, 545, 187, 557]
- toc-entry-title[interactable]: 1.8.4 Custom Component Methods: [117, 706, 266, 718]
- dot-leader: . . . . . . . . . . . . . . . . . . . . . . . . . . . . . . . . . . . . . . . . . . . . . . . . . . . . . . . . . . . . . . . . . . . . . . . . . . . . . . . . . . . . . . . . . . . . . . . . . . . . . . . . . . . . . . . . . . . . . . . . . . . . . . . . . . . . . . . . . . . . . . . . . . . . . . . . . . . . . . . . . . . . . . . . . . . . . . . . . . . . . . . . . . . . . . . . . . . . . . . .: [262, 247, 2099, 258]
- dot-leader: . . . . . . . . . . . . . . . . . . . . . . . . . . . . . . . . . . . . . . . . . . . . . . . . . . . . . . . . . . . . . . . . . . . . . . . . . . . . . . . . . . . . . . . . . . . . . . . . . . . . . . . . . . . . . . . . . . . . . . . . . . . . . . . . . . . . . . . . . . . . . . . . . . . . . . . . . . . . . . . . . . . . . . . . . . . . . . . . . . . . . . . . . . . . . . . . . . . . . . . .: [256, 532, 2092, 543]
- toc-entry[interactable]: [80, 866, 2146, 879]
- toc-entry[interactable]: [80, 941, 2196, 953]
- toc-entry[interactable]: [80, 222, 2196, 235]
- toc-entry-title[interactable]: 1.8.1 Script Builders in Vision: [117, 669, 242, 681]
- toc-entry-page-number: 69: [2114, 210, 2125, 222]
- toc-entry-page-number: 352: [2180, 941, 2196, 953]
- toc-entry[interactable]: [80, 272, 2117, 284]
- toc-entry-title[interactable]: 1.4.1 Creating Vision Components: [117, 285, 263, 297]
- toc-entry-page-number: 44: [2054, 136, 2065, 148]
- dot-leader: . . . . . . . . . . . . . . . . . . . . . . . . . . . . . . . . . . . . . . . . . . . . . . . . . . . . . . . . . . . . . . . . . . . . . . . . . . . . . . . . . . . . . . . . . . . . . . . . . . . . . . . . . . . . . . . . . . . . . . . . . . . . . . . . . . . . . . . . . . . . . . . . . . . . . . . . . . . . . . . . . . . . . . . . . . . . . . . . . . . . . . . . . . . . . . . . . . . . . . . .: [271, 446, 2107, 457]
- dot-leader: . . . . . . . . . . . . . . . . . . . . . . . . . . . . . . . . . . . . . . . . . . . . . . . . . . . . . . . . . . . . . . . . . . . . . . . . . . . . . . . . . . . . . . . . . . . . . . . . . . . . . . . . . . . . . . . . . . . . . . . . . . . . . . . . . . . . . . . . . . . . . . . . . . . . . . . . . . . . . . . . . . . . . . . . . . . . . . . . . . . . . . . . . . . . . . . . . . . . . . . .: [205, 619, 2042, 630]
- dot-leader: . . . . . . . . . . . . . . . . . . . . . . . . . . . . . . . . . . . . . . . . . . . . . . . . . . . . . . . . . . . . . . . . . . . . . . . . . . . . . . . . . . . . . . . . . . . . . . . . . . . . . . . . . . . . . . . . . . . . . . . . . . . . . . . . . . . . . . . . . . . . . . . . . . . . . . . . . . . . . . . . . . . . . . . . . . . . . . . . . . . . . . . . . . . . . . . . . . . . . . . .: [234, 508, 2071, 519]
- dot-leader: . . . . . . . . . . . . . . . . . . . . . . . . . . . . . . . . . . . . . . . . . . . . . . . . . . . . . . . . . . . . . . . . . . . . . . . . . . . . . . . . . . . . . . . . . . . . . . . . . . . . . . . . . . . . . . . . . . . . . . . . . . . . . . . . . . . . . . . . . . . . . . . . . . . . . . . . . . . . . . . . . . . . . . . . . . . . . . . . . . . . . . . . . . . . . . . . . . . . . . . .: [262, 99, 2098, 110]
- dot-leader: . . . . . . . . . . . . . . . . . . . . . . . . . . . . . . . . . . . . . . . . . . . . . . . . . . . . . . . . . . . . . . . . . . . . . . . . . . . . . . . . . . . . . . . . . . . . . . . . . . . . . . . . . . . . . . . . . . . . . . . . . . . . . . . . . . . . . . . . . . . . . . . . . . . . . . . . . . . . . . . . . . . . . . . . . . . . . . . . . . . . . . . . . . . . . . . . . . . . . . . .: [258, 272, 2095, 283]
- toc-entry-page-number: 84: [2105, 272, 2117, 284]
- toc-entry-title[interactable]: 1.9.1.3 Easy Chart - Pen Names and Groups: [135, 793, 326, 805]
- toc-entry-page-number: 240: [2128, 631, 2145, 643]
- toc-entry[interactable]: [80, 160, 2163, 173]
- toc-entry-title[interactable]: 1.4.2 Vision Component Customizers: [117, 297, 276, 309]
- toc-entry[interactable]: [80, 817, 2140, 829]
- toc-entry-page-number: 198: [2097, 532, 2114, 544]
- toc-entry[interactable]: [80, 606, 2050, 619]
- dot-leader: . . . . . . . . . . . . . . . . . . . . . . . . . . . . . . . . . . . . . . . . . . . . . . . . . . . . . . . . . . . . . . . . . . . . . . . . . . . . . . . . . . . . . . . . . . . . . . . . . . . . . . . . . . . . . . . . . . . . . . . . . . . . . . . . . . . . . . . . . . . . . . . . . . . . . . . . . . . . . . . . . . . . . . . . . . . . . . . . . . . . . . . . . . . . . . . . . . . . . . . .: [252, 855, 2089, 865]
- toc-entry-title[interactable]: 1.5.10 Function Bindings: [117, 520, 223, 532]
- dot-leader: . . . . . . . . . . . . . . . . . . . . . . . . . . . . . . . . . . . . . . . . . . . . . . . . . . . . . . . . . . . . . . . . . . . . . . . . . . . . . . . . . . . . . . . . . . . . . . . . . . . . . . . . . . . . . . . . . . . . . . . . . . . . . . . . . . . . . . . . . . . . . . . . . . . . . . . . . . . . . . . . . . . . . . . . . . . . . . . . . . . . . . . . . . . . . . . . . . . . . . . .: [259, 408, 2096, 419]
- toc-entry[interactable]: [80, 718, 2086, 730]
- toc-entry-page-number: 180: [2112, 495, 2129, 507]
- toc-entry[interactable]: [80, 98, 2120, 111]
- toc-entry-page-number: 196: [2068, 520, 2085, 532]
- toc-entry-title[interactable]: 1.3.3.4 Navigation - Forward and Back Buttons: [135, 223, 334, 235]
- toc-entry-title[interactable]: 1.7 Security in Vision: [98, 607, 188, 619]
- dot-leader: . . . . . . . . . . . . . . . . . . . . . . . . . . . . . . . . . . . . . . . . . . . . . . . . . . . . . . . . . . . . . . . . . . . . . . . . . . . . . . . . . . . . . . . . . . . . . . . . . . . . . . . . . . . . . . . . . . . . . . . . . . . . . . . . . . . . . . . . . . . . . . . . . . . . . . . . . . . . . . . . . . . . . . . . . . . . . . . . . . . . . . . . . . . . . . . . . . . . . . . .: [288, 867, 2124, 878]
- toc-entry-page-number: 48: [2061, 148, 2072, 160]
- toc-entry-title[interactable]: 1.10.1.1 Vision Alarm Status - General Filtering: [135, 941, 335, 953]
- toc-entry-title[interactable]: 1.4.5 Comparison Charts: [117, 359, 224, 371]
- toc-entry-page-number: 79: [2109, 247, 2121, 259]
- toc-entry-title[interactable]: 1.9.3 Other Vision Trending Charts: [117, 904, 265, 916]
- toc-entry-title[interactable]: 1.3.3.5 Navigation - Drill Down: [135, 235, 265, 247]
- toc-entry-page-number: 133: [2069, 359, 2086, 371]
- dot-leader: . . . . . . . . . . . . . . . . . . . . . . . . . . . . . . . . . . . . . . . . . . . . . . . . . . . . . . . . . . . . . . . . . . . . . . . . . . . . . . . . . . . . . . . . . . . . . . . . . . . . . . . . . . . . . . . . . . . . . . . . . . . . . . . . . . . . . . . . . . . . . . . . . . . . . . . . . . . . . . . . . . . . . . . . . . . . . . . . . . . . . . . . . . . . . . . . . . . . . . . .: [213, 74, 2050, 85]
- toc-entry[interactable]: [80, 396, 2075, 408]
- toc-entry-page-number: 23: [2079, 86, 2091, 98]
- toc-entry-title[interactable]: 1.8.2 Component Events: [117, 681, 223, 693]
- toc-entry[interactable]: [80, 445, 2129, 458]
- toc-entry-title[interactable]: 1.7.1 Login Security: [117, 619, 202, 631]
- toc-entry-title[interactable]: 1.9.1.10 Easy Chart - Database Pens: [135, 879, 294, 891]
- toc-entry-page-number: 343: [2110, 904, 2127, 916]
- toc-entry-page-number: 308: [2123, 817, 2140, 829]
- toc-entry[interactable]: [80, 891, 2103, 904]
